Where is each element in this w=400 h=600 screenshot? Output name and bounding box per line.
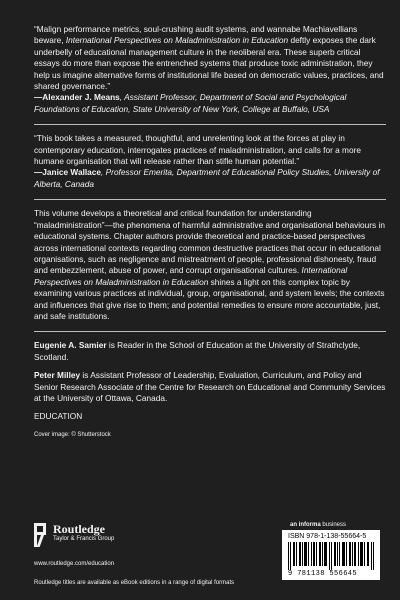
informa-business-label: an informa business — [290, 522, 347, 528]
quote-author: —Alexander J. Means — [34, 92, 120, 103]
publisher-url[interactable]: www.routledge.com/education — [34, 561, 115, 567]
barcode-icon — [288, 542, 374, 570]
isbn-barcode — [282, 530, 380, 580]
cover-credit: Cover image: © Shutterstock — [34, 431, 111, 438]
endorsement-quote-2 — [34, 133, 386, 190]
barcode-number: 9 781138 556645 — [288, 570, 358, 578]
editor-bio-text: is Reader in the School of Education at the University of Strathclyde, Scotland. — [34, 340, 361, 362]
endorsement-quote-1 — [34, 24, 386, 115]
description-text: This volume develops a theoretical and critical foundation for understanding “maladministration”—the phenomena of harmful administrative and organisational behaviours in educational systems. Chapter authors provide theoretical and practice-based perspectives across international contexts regarding common destructive practices that occur in educational organisations, such as negligence and mistreatment of people, professional dishonesty, fraud and embezzlement, abuse of power, and corrupt organisational cultures. — [34, 208, 385, 276]
quote-text-continued: deftly exposes the dark underbelly of educational management culture in the neoliberal era. These superb critical essays do more than expose the entrenched systems that produce toxic administration, they help us imagine alternative forms of institutional life based on democratic values, practices, and shared governance.” — [34, 35, 384, 92]
publisher-subtitle: Taylor & Francis Group — [53, 536, 115, 542]
book-title: International Perspectives on Maladministration in Education — [34, 265, 348, 287]
quote-text: “This book takes a measured, thoughtful, and unrelenting look at the forces at play in contemporary education, interrogates practices of maladministration, and calls for a more humane organisation that will release rather than stifle human potential.” — [34, 133, 361, 167]
divider — [34, 331, 386, 332]
routledge-logo-mark-icon — [34, 523, 47, 547]
editor-bio — [34, 370, 386, 404]
back-cover-text — [34, 24, 386, 445]
quote-author: —Janice Wallace — [34, 167, 102, 178]
editor-name: Eugenie A. Samier — [34, 340, 107, 351]
quote-text: “Malign performance metrics, soul-crushing audit systems, and wannabe Machiavellians beware, — [34, 24, 358, 46]
quote-attribution — [34, 167, 386, 190]
divider — [34, 199, 386, 200]
editor-bio — [34, 340, 386, 363]
ebook-note: Routledge titles are available as eBook editions in a range of digital formats — [34, 580, 235, 586]
book-description — [34, 208, 386, 322]
subject-category: EDUCATION — [34, 411, 83, 422]
routledge-logo — [34, 523, 114, 547]
publisher-name: Routledge — [53, 522, 105, 536]
divider — [34, 124, 386, 125]
quote-affiliation: , Professor Emerita, Department of Educational Policy Studies, University of Alberta, Canada — [34, 167, 380, 189]
quote-affiliation: , Assistant Professor, Department of Social and Psychological Foundations of Education, State University of New York, College at Buffalo, USA — [34, 92, 347, 114]
book-title: International Perspectives on Maladministration in Education — [65, 35, 289, 46]
description-text-continued: shines a light on this complex topic by examining various practices at individual, group, organisational, and system levels; the contexts and influences that give rise to them; and potential remedies to ensure more accountable, just, and safe institutions. — [34, 276, 385, 321]
quote-attribution — [34, 92, 386, 115]
editor-bio-text: is Assistant Professor of Leadership, Evaluation, Curriculum, and Policy and Senior Research Associate of the Centre for Research on Educational and Community Services at the University of Ottawa, Canada. — [34, 370, 386, 403]
editor-name: Peter Milley — [34, 370, 81, 381]
isbn-text: ISBN 978-1-138-55664-5 — [288, 533, 367, 540]
